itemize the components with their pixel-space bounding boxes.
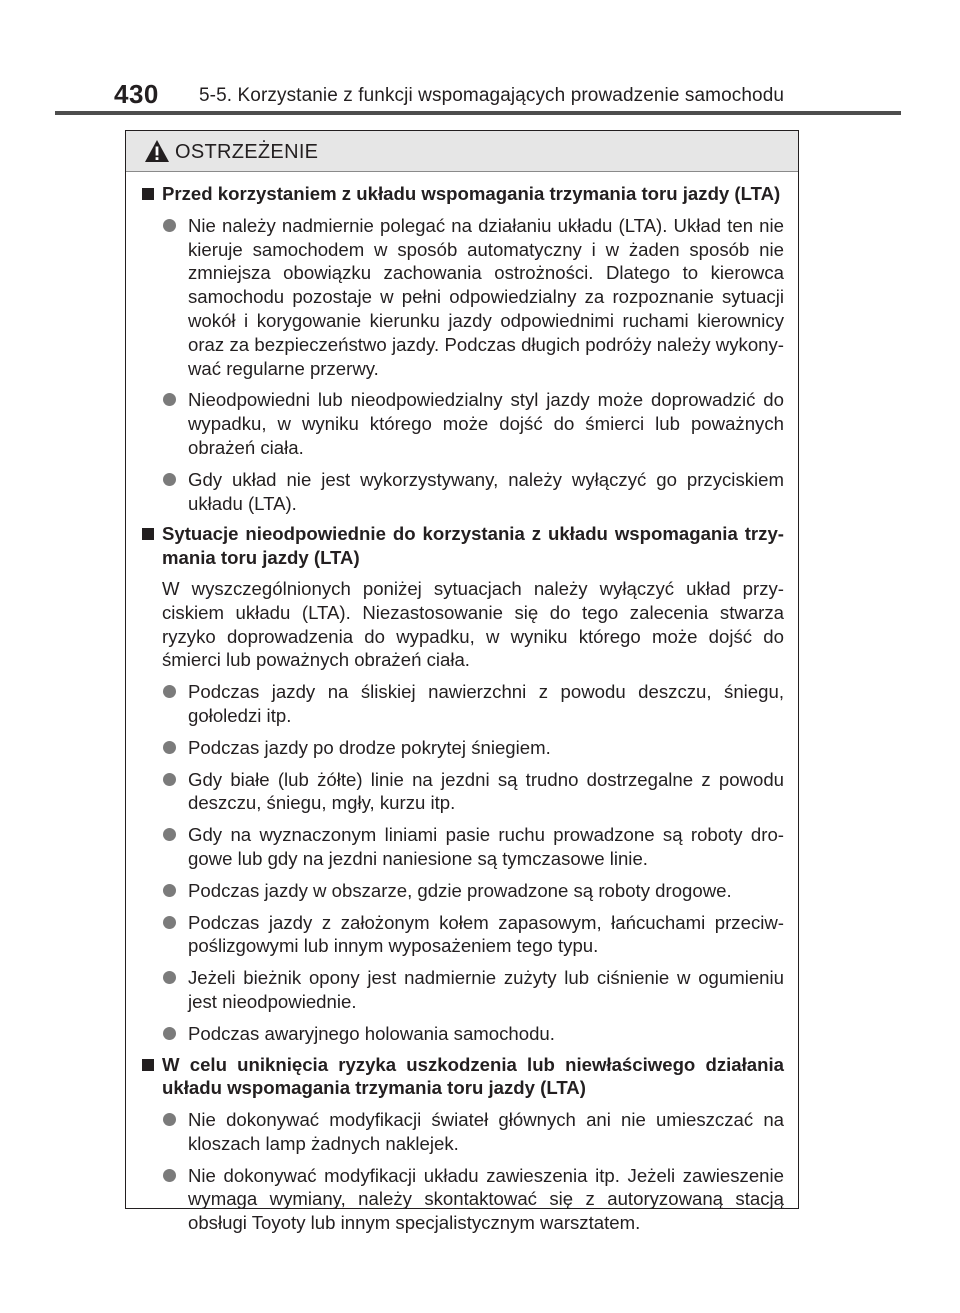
page-header (0, 0, 960, 116)
warning-triangle-icon (144, 139, 170, 163)
list-item-text: Nie dokonywać modyfikacji świateł głównych ani nie umieszczać na kloszach lamp żadnych naklejek. (188, 1109, 784, 1154)
section-heading (140, 182, 784, 206)
list-item (140, 736, 784, 760)
circle-bullet-icon (163, 1169, 176, 1182)
list-item-text: Podczas jazdy w obszarze, gdzie prowadzone są roboty drogowe. (188, 879, 732, 901)
list-item-text: Podczas jazdy po drodze pokrytej śniegiem. (188, 736, 551, 758)
circle-bullet-icon (163, 884, 176, 897)
list-item (140, 1164, 784, 1235)
section-heading (140, 1053, 784, 1101)
square-bullet-icon (142, 528, 154, 540)
list-item-text: Podczas jazdy z założonym kołem zapasowym, łańcuchami przeciw-poślizgowymi lub innym wyposażeniem tego typu. (188, 911, 784, 957)
warning-box (125, 130, 799, 1234)
circle-bullet-icon (163, 971, 176, 984)
circle-bullet-icon (163, 219, 176, 232)
list-item-text: Nie należy nadmiernie polegać na działaniu układu (LTA). Układ ten nie kieruje samochodem w sposób automatyczny i w żaden sposób nie zmniejsza obowiązku zachowania ostrożności. Dlatego to kierowca samochodu pozostaje w pełni odpowiedzialny za rozpoznanie sytuacji wokół i korygowanie kierunku jazdy odpowiednimi ruchami kierownicy oraz za bezpieczeństwo jazdy. Podczas długich podróży należy wykony-wać regularne przerwy. (188, 214, 784, 379)
section-paragraph: W wyszczególnionych poniżej sytuacjach należy wyłączyć układ przy-ciskiem układu (LTA). Niezastosowanie się do tego zalecenia stwarza ryzyko doprowadzenia do wypadku, w wyniku którego może dojść do śmierci lub poważnych obrażeń ciała. (162, 577, 784, 671)
list-item (140, 1108, 784, 1156)
circle-bullet-icon (163, 916, 176, 929)
list-item (140, 680, 784, 728)
warning-body (126, 172, 798, 1235)
list-item-text: Nieodpowiedni lub nieodpowiedzialny styl jazdy może doprowadzić do wypadku, w wyniku którego może dojść do śmierci lub poważnych obrażeń ciała. (188, 389, 784, 458)
square-bullet-icon (142, 188, 154, 200)
section-heading-text: Przed korzystaniem z układu wspomagania trzymania toru jazdy (LTA) (162, 183, 781, 204)
list-item (140, 966, 784, 1014)
header-rule (55, 111, 901, 115)
circle-bullet-icon (163, 685, 176, 698)
list-item-text: Gdy układ nie jest wykorzystywany, należy wyłączyć go przyciskiem układu (LTA). (188, 468, 784, 514)
page-number: 430 (114, 79, 159, 109)
section-heading-text: W celu uniknięcia ryzyka uszkodzenia lub niewłaściwego działania układu wspomagania trzymania toru jazdy (LTA) (162, 1053, 784, 1099)
list-item-text: Gdy na wyznaczonym liniami pasie ruchu prowadzone są roboty dro-gowe lub gdy na jezdni naniesione są tymczasowe linie. (188, 824, 784, 869)
list-item (140, 468, 784, 516)
list-item (140, 214, 784, 381)
list-item (140, 388, 784, 459)
section-title: 5-5. Korzystanie z funkcji wspomagających prowadzenie samochodu (199, 85, 785, 106)
circle-bullet-icon (163, 828, 176, 841)
circle-bullet-icon (163, 393, 176, 406)
section-heading (140, 522, 784, 570)
list-item-text: Gdy białe (lub żółte) linie na jezdni są trudno dostrzegalne z powodu deszczu, śniegu, mgły, kurzu itp. (188, 768, 784, 814)
list-item-text: Podczas awaryjnego holowania samochodu. (188, 1022, 555, 1044)
list-item (140, 1022, 784, 1046)
list-item-text: Podczas jazdy na śliskiej nawierzchni z powodu deszczu, śniegu, gołoledzi itp. (188, 681, 784, 726)
circle-bullet-icon (163, 1027, 176, 1040)
square-bullet-icon (142, 1059, 154, 1071)
list-item-text: Jeżeli bieżnik opony jest nadmiernie zużyty lub ciśnienie w ogumieniu jest nieodpowiednie. (188, 967, 784, 1012)
list-item-text: Nie dokonywać modyfikacji układu zawieszenia itp. Jeżeli zawieszenie wymaga wymiany, należy skontaktować się z autoryzowaną stacją obsługi Toyoty lub innym specjalistycznym warsztatem. (188, 1164, 784, 1234)
list-item (140, 879, 784, 903)
section-heading-text: Sytuacje nieodpowiednie do korzystania z układu wspomagania trzy-mania toru jazdy (LTA) (162, 523, 784, 569)
list-item (140, 823, 784, 871)
circle-bullet-icon (163, 1113, 176, 1126)
circle-bullet-icon (163, 773, 176, 786)
warning-title: OSTRZEŻENIE (175, 141, 319, 163)
circle-bullet-icon (163, 473, 176, 486)
circle-bullet-icon (163, 741, 176, 754)
list-item (140, 911, 784, 959)
warning-header (126, 131, 798, 172)
list-item (140, 768, 784, 816)
